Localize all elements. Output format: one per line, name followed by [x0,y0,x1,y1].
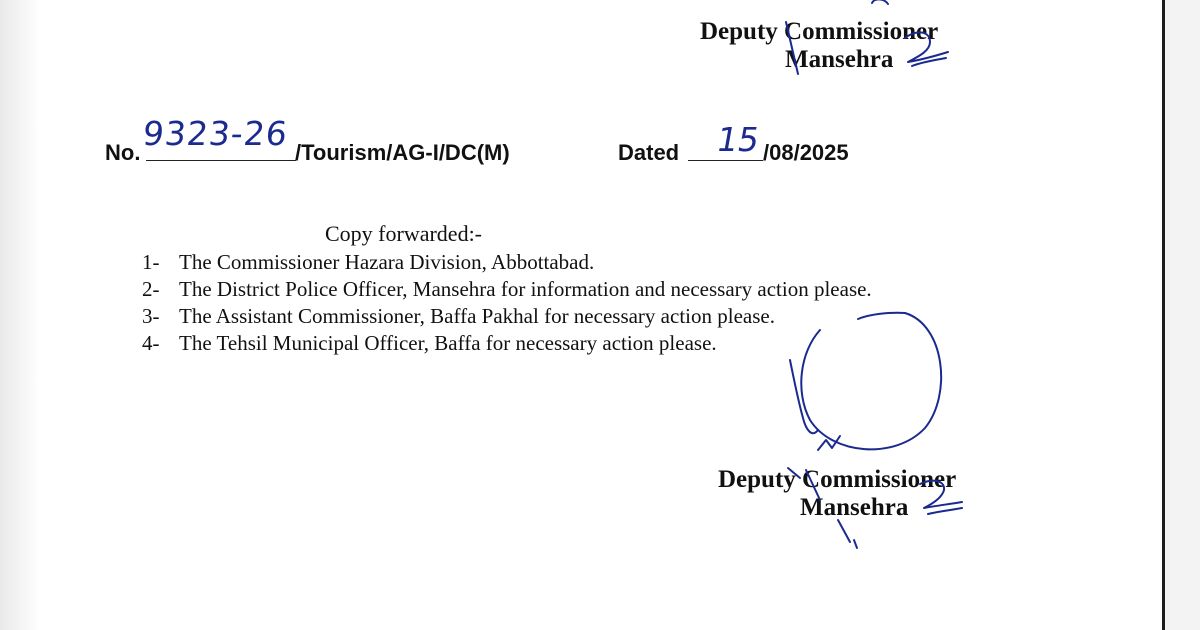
list-item [142,303,872,330]
signature-stroke [854,540,857,548]
list-item [142,330,872,357]
reference-suffix: /Tourism/AG-I/DC(M) [295,140,510,165]
reference-no-label: No. [105,140,141,165]
item-number: 4- [142,331,160,355]
item-number: 1- [142,250,160,274]
reference-line [105,114,905,170]
signatory-location: Mansehra [800,494,909,521]
item-text: The Assistant Commissioner, Baffa Pakhal for necessary action please. [179,304,775,328]
signature-stroke [790,360,818,433]
signatory-title: Deputy Commissioner [700,18,939,45]
signature-block-top [700,18,938,74]
signature-stroke [818,436,840,450]
list-item [142,249,872,276]
date-suffix: /08/2025 [763,140,849,165]
signature-stroke [872,0,888,4]
page-edge-border [1162,0,1200,630]
item-text: The Commissioner Hazara Division, Abbottabad. [179,250,595,274]
item-number: 2- [142,277,160,301]
signature-block-bottom [718,466,956,522]
item-number: 3- [142,304,160,328]
recipient-list [142,249,872,357]
list-item [142,276,872,303]
dated-label: Dated [618,140,680,165]
page-edge-shadow [0,0,40,630]
signatory-location: Mansehra [785,46,894,73]
item-text: The Tehsil Municipal Officer, Baffa for necessary action please. [179,331,717,355]
handwritten-day: 15 [713,120,763,159]
handwritten-reference-number: 9323-26 [140,114,290,153]
signature-stroke [838,520,850,542]
signatory-title: Deputy Commissioner [718,466,957,493]
copy-forwarded-heading: Copy forwarded:- [325,221,483,246]
item-text: The District Police Officer, Mansehra for information and necessary action please. [179,277,872,301]
